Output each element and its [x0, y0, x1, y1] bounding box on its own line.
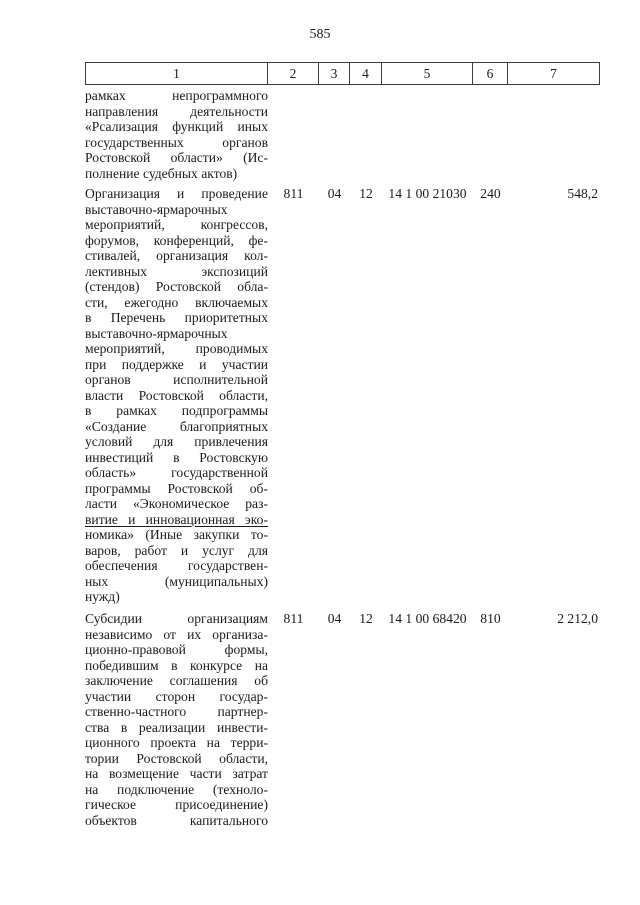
- table-row: [85, 611, 600, 828]
- header-cell-5: 5: [381, 63, 472, 84]
- header-cell-7: 7: [507, 63, 599, 84]
- header-cell-2: 2: [267, 63, 318, 84]
- row-description: Организация и проведение выставочно-ярмарочных мероприятий, конгрессов, форумов, конференций, фе- стивалей, организация кол- лективных экспозиций (стендов) Ростовской обла- сти, ежегодно включаемых в Перечень приоритетных выставочно-ярмарочных мероприятий, проводимых при поддержке и участии органов исполнительной власти Ростовской области, в рамках подпрограммы «Создание благоприятных условий для привлечения инвестиций в Ростовскую область» государственной программы Ростовской об- ласти «Экономическое раз- витие и инновационная эко- номика» (Иные закупки то- варов, работ и услуг для обеспечения государствен- ных (муниципальных) нужд): [85, 186, 268, 604]
- cell-grbs-code: 811: [283, 611, 304, 626]
- header-cell-1: 1: [173, 65, 180, 81]
- cell-subsection-code: 12: [359, 186, 373, 201]
- header-cell-4: 4: [349, 63, 381, 84]
- cell-expense-type-code: 810: [480, 611, 501, 626]
- cell-section-code: 04: [327, 611, 342, 626]
- cell-subsection-code: 12: [359, 611, 373, 626]
- row-description: рамках непрограммного направления деятельности «Рсализация функций иных государственных органов Ростовской области» (Ис- полнение судебных актов): [85, 88, 268, 181]
- cell-amount: 2 212,0: [557, 611, 598, 626]
- table-row: [85, 88, 600, 181]
- cell-amount: 548,2: [567, 186, 598, 201]
- page-number: 585: [309, 27, 331, 42]
- cell-section-code: 04: [327, 186, 342, 201]
- table-header-row: [85, 62, 600, 85]
- cell-target-article-code: 14 1 00 68420: [388, 611, 467, 626]
- table-row: [85, 186, 600, 605]
- row-description: Субсидии организациям независимо от их организа- ционно-правовой формы, победившим в конкурсе на заключение соглашения об участии сторон государ- ственно-частного партнер- ства в реализации инвести- ционного проекта на терри- тории Ростовской области, на возмещение части затрат на подключение (техноло- гическое присоединение) объектов капитального: [85, 611, 268, 828]
- header-cell-3: 3: [318, 63, 349, 84]
- cell-grbs-code: 811: [283, 186, 304, 201]
- header-cell-6: 6: [472, 63, 507, 84]
- cell-expense-type-code: 240: [480, 186, 501, 201]
- cell-target-article-code: 14 1 00 21030: [388, 186, 467, 201]
